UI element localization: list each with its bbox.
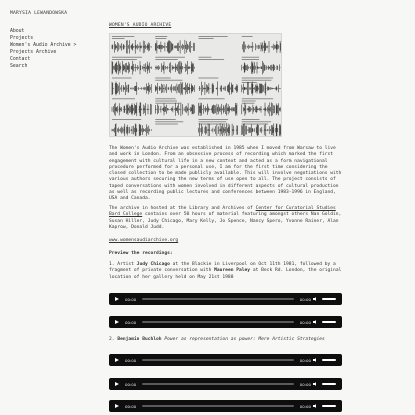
rec2-title: Power as representation as power: Mere Artistic Strategies bbox=[161, 337, 325, 342]
poster-cell bbox=[155, 78, 194, 96]
current-time: 00:00 bbox=[125, 357, 137, 363]
audio-player[interactable] bbox=[109, 378, 342, 390]
play-icon[interactable] bbox=[115, 297, 119, 301]
nav-item-contact[interactable]: Contact bbox=[10, 56, 31, 62]
nav-item-about[interactable]: About bbox=[10, 29, 25, 34]
play-icon[interactable] bbox=[115, 382, 119, 386]
nav-item-projects[interactable]: Projects bbox=[10, 35, 34, 41]
rec1-post: at Beck Rd. London, the original location of her gallery held on May 21st 1988 bbox=[109, 268, 342, 280]
poster-cell bbox=[242, 36, 281, 53]
current-time: 00:00 bbox=[125, 381, 137, 387]
rec1-artist: Judy Chicago bbox=[136, 262, 170, 267]
poster-cell bbox=[155, 98, 194, 116]
duration-time: 00:00 bbox=[299, 381, 311, 387]
duration-time: 00:00 bbox=[299, 296, 311, 302]
nav-item-search[interactable]: Search bbox=[10, 63, 28, 69]
play-icon[interactable] bbox=[115, 320, 119, 324]
rec1-mid: at the Blackie in Liverpool on Oct 11th 1981, followed by a fragment of private conversation with bbox=[109, 262, 336, 274]
audio-player[interactable] bbox=[109, 400, 342, 412]
volume-icon[interactable] bbox=[313, 320, 318, 325]
volume-slider[interactable] bbox=[322, 383, 336, 385]
volume-slider[interactable] bbox=[322, 359, 336, 361]
progress-track[interactable] bbox=[142, 405, 294, 407]
poster-cell bbox=[155, 36, 194, 54]
nav-item-womens-audio-archive[interactable]: Women's Audio Archive > bbox=[10, 42, 77, 48]
poster-cell bbox=[199, 78, 238, 96]
bard-college-link[interactable]: Center for Curatorial Studies Bard College bbox=[109, 206, 336, 218]
hosted-text-post: contains over 50 hours of material featuring amongst others Nan Goldin, Susan Hiller, Judy Chicago, Mary Kelly, Jo Spence, Nancy Spero, Yvonne Rainer, Alan Kaprow, Donald Judd. bbox=[109, 212, 342, 230]
volume-icon[interactable] bbox=[313, 358, 318, 363]
hosted-paragraph bbox=[109, 206, 342, 231]
poster-cell bbox=[112, 119, 151, 137]
hosted-text-pre: The archive in hosted at the Library and Archives of bbox=[109, 206, 256, 211]
current-time: 00:00 bbox=[125, 296, 137, 302]
poster-cell bbox=[199, 98, 238, 116]
volume-icon[interactable] bbox=[313, 297, 318, 302]
progress-track[interactable] bbox=[142, 298, 294, 300]
audio-player[interactable] bbox=[109, 316, 342, 328]
poster-cell bbox=[155, 57, 194, 75]
recording-2-description bbox=[109, 337, 342, 343]
duration-time: 00:00 bbox=[299, 357, 311, 363]
site-title[interactable]: MARYSIA LEWANDOWSKA bbox=[10, 11, 68, 16]
poster-cell bbox=[242, 78, 281, 96]
progress-track[interactable] bbox=[142, 383, 294, 385]
section-title[interactable]: WOMEN'S AUDIO ARCHIVE bbox=[109, 23, 172, 28]
poster-cell bbox=[242, 119, 281, 137]
volume-slider[interactable] bbox=[322, 298, 336, 300]
poster-cell bbox=[112, 78, 151, 96]
rec1-person: Maureen Paley bbox=[214, 268, 251, 274]
duration-time: 00:00 bbox=[299, 319, 311, 325]
poster-cell bbox=[242, 57, 281, 75]
progress-track[interactable] bbox=[142, 359, 294, 361]
volume-icon[interactable] bbox=[313, 382, 318, 387]
audio-player[interactable] bbox=[109, 293, 342, 305]
poster-cell bbox=[155, 119, 183, 124]
poster-cell bbox=[242, 98, 281, 116]
nav-item-projects-archive[interactable]: Projects Archive bbox=[10, 49, 57, 55]
archive-poster-image bbox=[109, 33, 282, 137]
volume-slider[interactable] bbox=[322, 405, 336, 407]
current-time: 00:00 bbox=[125, 319, 137, 325]
rec1-pre: 1. Artist bbox=[109, 262, 137, 267]
main-header bbox=[109, 11, 342, 30]
rec2-pre: 2. bbox=[109, 337, 118, 342]
volume-slider[interactable] bbox=[322, 321, 336, 323]
poster-cell bbox=[199, 119, 238, 137]
poster-cell bbox=[112, 57, 151, 75]
archive-url-link[interactable]: www.womensaudiarchive.org bbox=[109, 238, 179, 243]
poster-cell bbox=[112, 36, 151, 54]
audio-player[interactable] bbox=[109, 354, 342, 366]
duration-time: 00:00 bbox=[299, 403, 311, 409]
progress-track[interactable] bbox=[142, 321, 294, 323]
rec2-artist: Benjamin Buchloh bbox=[117, 337, 162, 342]
play-icon[interactable] bbox=[115, 404, 119, 408]
volume-icon[interactable] bbox=[313, 404, 318, 409]
main-nav bbox=[10, 29, 76, 70]
waveform-poster-graphic bbox=[110, 34, 282, 137]
preview-heading: Preview the recordings: bbox=[109, 251, 173, 256]
poster-cell bbox=[112, 98, 151, 116]
recording-1-description bbox=[109, 262, 342, 281]
intro-paragraph: The Women's Audio Archive was established in 1985 when I moved from Warsaw to live and work in London. From an obsessive process of recording which marked the first engagement with cultural life in a new context and acted as a form navigational procedure performed for a personal use, I am for the first time considering the closed collection to be made publicly available. This will involve negotiations with various authors securing the new terms of use open to all. The project consists of taped conversations with women involved in different aspects of cultural production as well as recording public lectures and conferences between 1983-1996 in England, USA and Canada. bbox=[109, 146, 342, 202]
current-time: 00:00 bbox=[125, 403, 137, 409]
play-icon[interactable] bbox=[115, 358, 119, 362]
poster-cell bbox=[199, 57, 225, 60]
poster-cell bbox=[199, 36, 228, 39]
